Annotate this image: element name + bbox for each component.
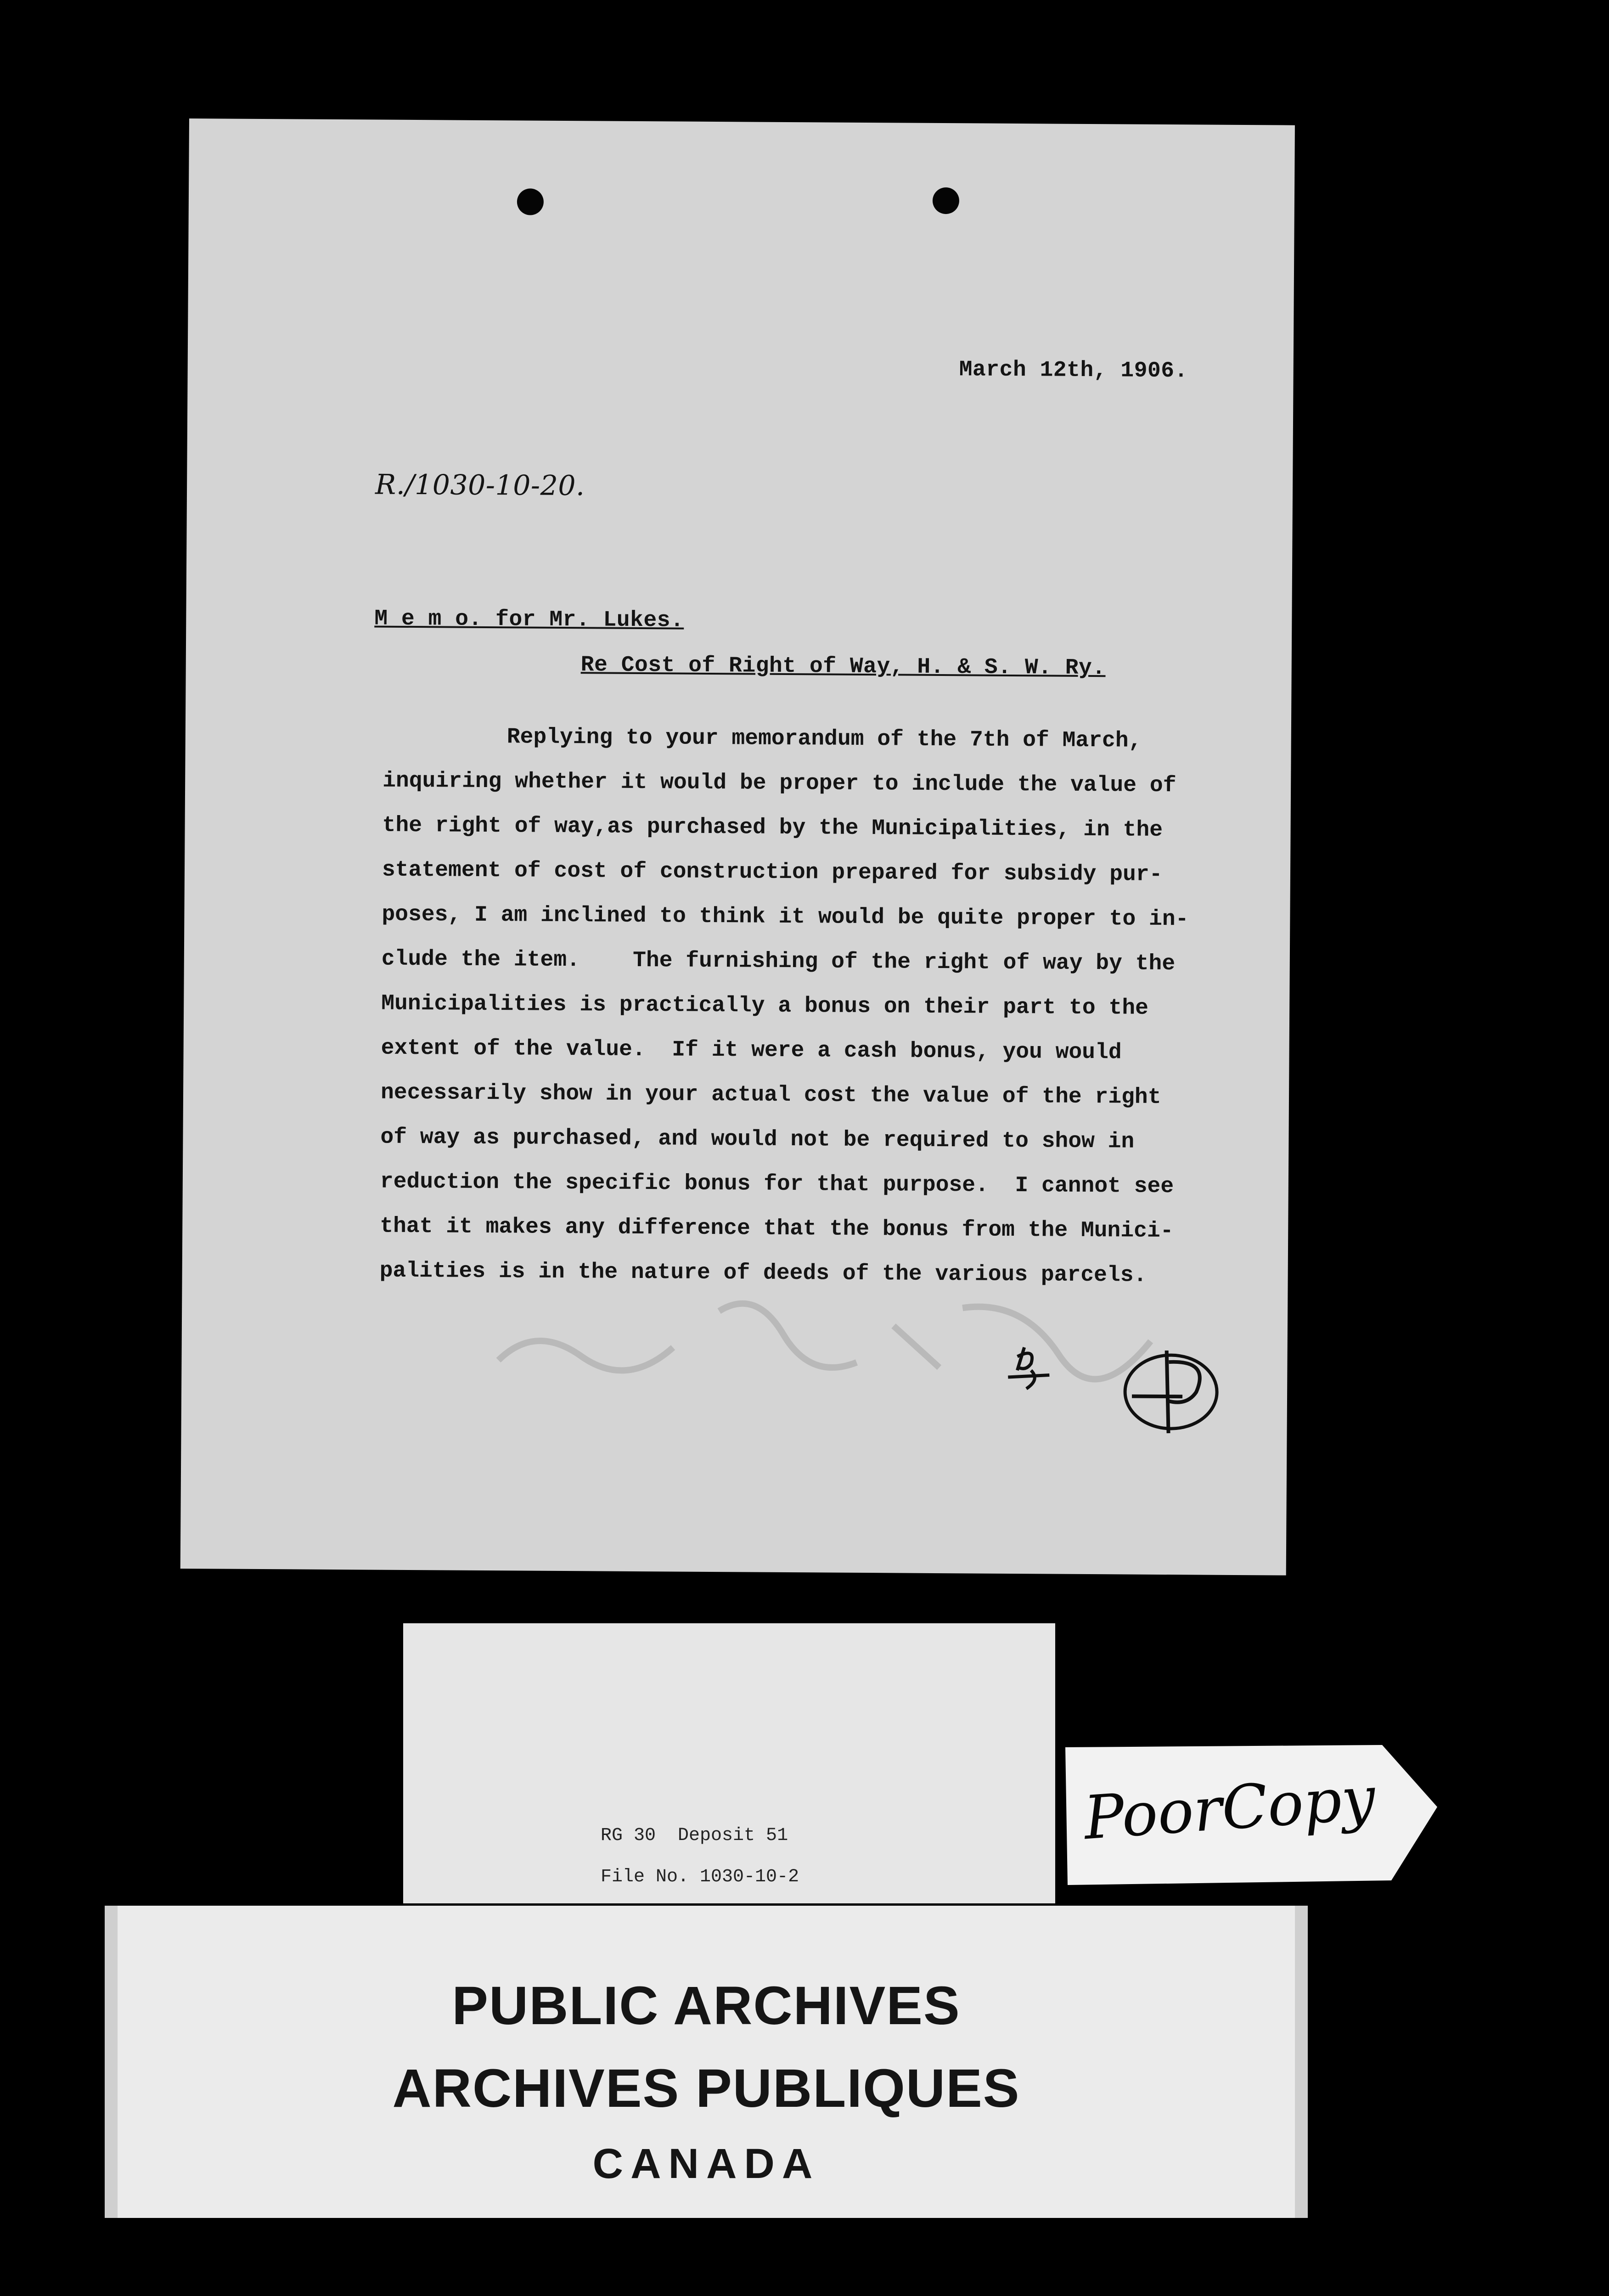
memo-addressee: M e m o. for Mr. Lukes. — [374, 606, 684, 633]
memo-body-line: clude the item. The furnishing of the right of way by the — [381, 946, 1176, 977]
banner-line-french: ARCHIVES PUBLIQUES — [392, 2058, 1020, 2119]
memo-body-line: Municipalities is practically a bonus on their part to the — [381, 991, 1149, 1021]
poor-copy-handwriting: PoorCopy — [1081, 1763, 1378, 1853]
memo-body-line: extent of the value. If it were a cash bonus, you would — [381, 1035, 1122, 1065]
faint-stamp-mark — [480, 1268, 1170, 1410]
public-archives-banner — [105, 1906, 1308, 2218]
memo-body-line: the right of way,as purchased by the Municipalities, in the — [382, 813, 1163, 843]
memo-body-line: Replying to your memorandum of the 7th of March, — [506, 725, 1142, 754]
circled-handwritten-mark — [1118, 1341, 1228, 1438]
memo-subject: Re Cost of Right of Way, H. & S. W. Ry. — [580, 653, 1106, 681]
banner-line-country: CANADA — [592, 2140, 820, 2187]
file-number-label: File No. 1030-10-2 — [601, 1867, 799, 1887]
memo-body-line: poses, I am inclined to think it would be quite proper to in- — [382, 902, 1189, 932]
file-label-slip — [403, 1623, 1055, 1903]
memo-body-line: statement of cost of construction prepared for subsidy pur- — [382, 857, 1163, 887]
punch-hole-right — [933, 187, 959, 214]
memo-body — [379, 715, 1324, 1299]
memo-body-line: necessarily show in your actual cost the value of the right — [380, 1080, 1161, 1110]
memo-body-line: that it makes any difference that the bonus from the Munici- — [380, 1214, 1174, 1244]
banner-line-english: PUBLIC ARCHIVES — [452, 1975, 961, 2036]
memo-page — [180, 118, 1295, 1576]
handwritten-initials-mark — [999, 1343, 1059, 1394]
memo-body-line: palities is in the nature of deeds of the various parcels. — [379, 1258, 1147, 1288]
punch-hole-left — [517, 188, 544, 215]
memo-reference-number: R./1030-10-20. — [375, 468, 585, 502]
record-group-label: RG 30 Deposit 51 — [601, 1825, 788, 1846]
memo-body-line: of way as purchased, and would not be required to show in — [380, 1125, 1135, 1154]
memo-body-line: inquiring whether it would be proper to include the value of — [383, 768, 1176, 799]
memo-body-line: reduction the specific bonus for that purpose. I cannot see — [380, 1169, 1174, 1199]
memo-date: March 12th, 1906. — [959, 357, 1188, 384]
